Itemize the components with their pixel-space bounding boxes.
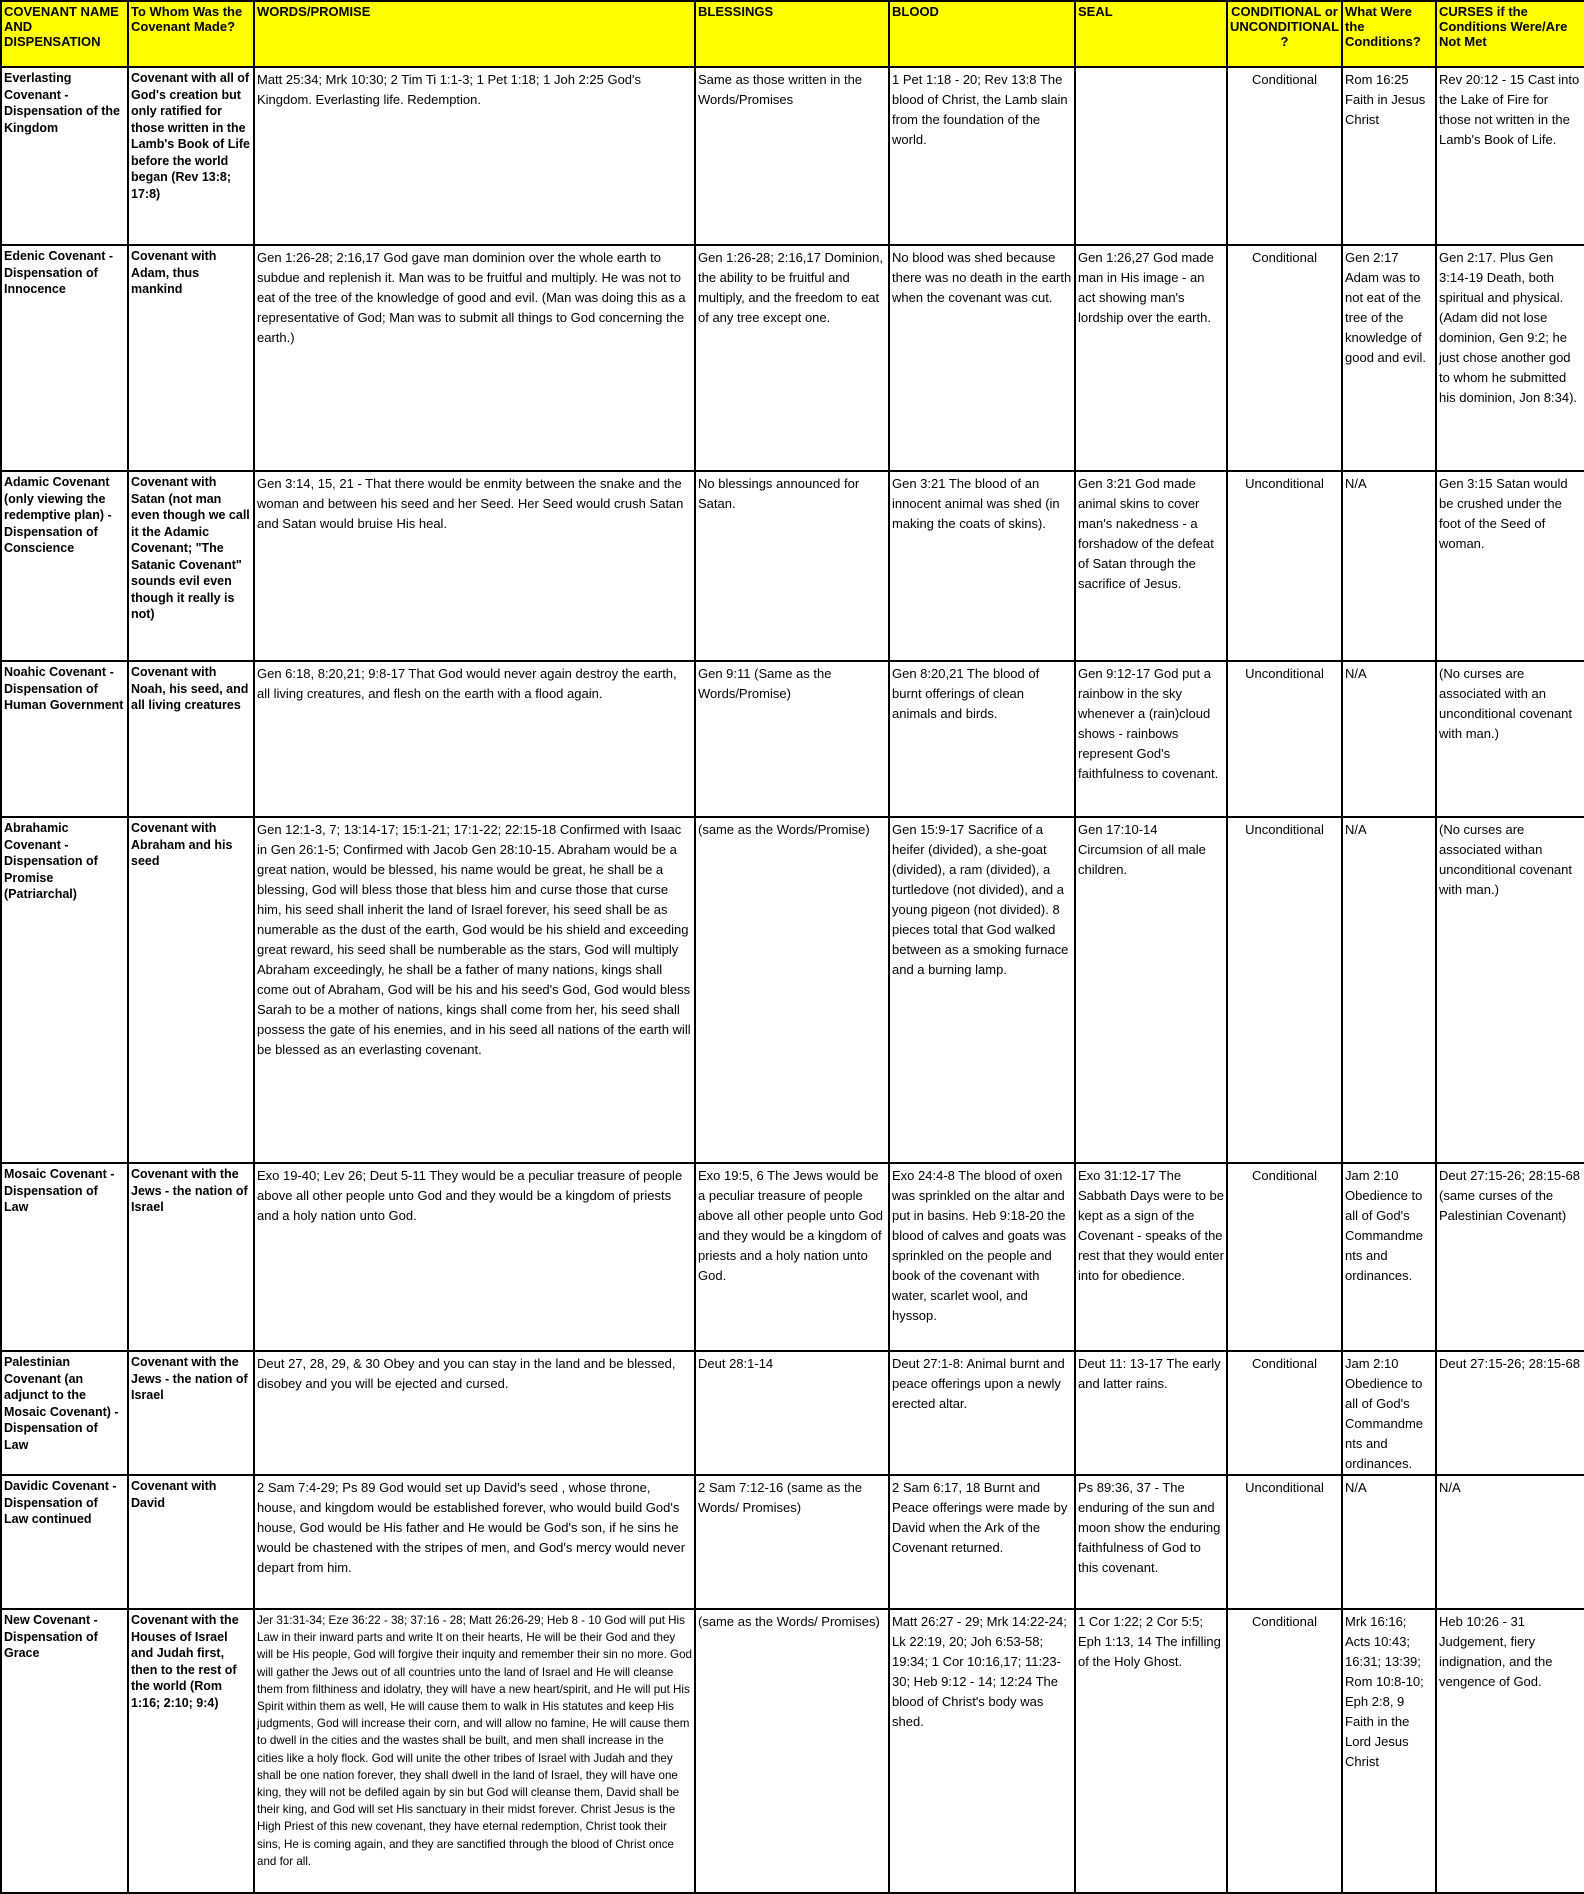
words-cell: Gen 1:26-28; 2:16,17 God gave man dominion over the whole earth to subdue and replenish it. Man was to be fruitful and multiply. He was not to eat of the tree of the knowledge of good and evil. (Man was doing this as a representative of God; Man was to submit all things to God concerning the earth.) bbox=[254, 245, 695, 471]
seal-cell: Gen 17:10-14 Circumsion of all male children. bbox=[1075, 817, 1227, 1163]
conditions-cell: N/A bbox=[1342, 661, 1436, 817]
to-whom-cell: Covenant with David bbox=[128, 1475, 254, 1609]
to-whom-cell: Covenant with all of God's creation but only ratified for those written in the Lamb's Book of Life before the world began (Rev 13:8; 17:8) bbox=[128, 67, 254, 245]
to-whom-cell: Covenant with Noah, his seed, and all living creatures bbox=[128, 661, 254, 817]
to-whom-cell: Covenant with Abraham and his seed bbox=[128, 817, 254, 1163]
conditions-cell: N/A bbox=[1342, 1475, 1436, 1609]
header-curses: CURSES if the Conditions Were/Are Not Met bbox=[1436, 1, 1584, 67]
to-whom-cell: Covenant with Adam, thus mankind bbox=[128, 245, 254, 471]
covenant-name-cell: Abrahamic Covenant - Dispensation of Promise (Patriarchal) bbox=[1, 817, 128, 1163]
curses-cell: (No curses are associated with an unconditional covenant with man.) bbox=[1436, 661, 1584, 817]
seal-cell: Gen 1:26,27 God made man in His image - an act showing man's lordship over the earth. bbox=[1075, 245, 1227, 471]
table-row-everlasting bbox=[1, 67, 1584, 245]
seal-cell bbox=[1075, 67, 1227, 245]
words-cell: Deut 27, 28, 29, & 30 Obey and you can stay in the land and be blessed, disobey and you will be ejected and cursed. bbox=[254, 1351, 695, 1475]
to-whom-cell: Covenant with the Houses of Israel and Judah first, then to the rest of the world (Rom 1:16; 2:10; 9:4) bbox=[128, 1609, 254, 1893]
header-seal: SEAL bbox=[1075, 1, 1227, 67]
blood-cell: Gen 15:9-17 Sacrifice of a heifer (divided), a she-goat (divided), a ram (divided), a turtledove (not divided), and a young pigeon (not divided). 8 pieces total that God walked between as a smoking furnace and a burning lamp. bbox=[889, 817, 1075, 1163]
table-row-abrahamic bbox=[1, 817, 1584, 1163]
conditional-cell: Conditional bbox=[1227, 1609, 1342, 1893]
curses-cell: N/A bbox=[1436, 1475, 1584, 1609]
table-row-mosaic bbox=[1, 1163, 1584, 1351]
header-covenant-name: COVENANT NAME AND DISPENSATION bbox=[1, 1, 128, 67]
table-row-davidic bbox=[1, 1475, 1584, 1609]
curses-cell: Rev 20:12 - 15 Cast into the Lake of Fire for those not written in the Lamb's Book of Life. bbox=[1436, 67, 1584, 245]
words-cell: Gen 12:1-3, 7; 13:14-17; 15:1-21; 17:1-22; 22:15-18 Confirmed with Isaac in Gen 26:1-5; Confirmed with Jacob Gen 28:10-15. Abraham would be a great nation, would be blessed, his name would be great, he shall be a blessing, God will bless those that bless him and curse those that curse him, his seed shall inherit the land of Israel forever, his seed shall be as numerable as the dust of the earth, God would be his shield and exceeding great reward, his seed shall be numberable as the stars, God will multiply Abraham exceedingly, he shall be a father of many nations, kings shall come out of Abraham, God will be his and his seed's God, God would bless Sarah to be a mother of nations, kings shall come from her, his seed shall possess the gate of his enemies, and in his seed all nations of the earth will be blessed as an everlasting covenant. bbox=[254, 817, 695, 1163]
blood-cell: 2 Sam 6:17, 18 Burnt and Peace offerings were made by David when the Ark of the Covenant returned. bbox=[889, 1475, 1075, 1609]
blessings-cell: (same as the Words/Promise) bbox=[695, 817, 889, 1163]
covenant-name-cell: Everlasting Covenant - Dispensation of the Kingdom bbox=[1, 67, 128, 245]
curses-cell: Gen 2:17. Plus Gen 3:14-19 Death, both spiritual and physical. (Adam did not lose dominion, Gen 9:2; he just chose another god to whom he submitted his dominion, Jon 8:34). bbox=[1436, 245, 1584, 471]
covenant-name-cell: Mosaic Covenant - Dispensation of Law bbox=[1, 1163, 128, 1351]
blood-cell: Deut 27:1-8: Animal burnt and peace offerings upon a newly erected altar. bbox=[889, 1351, 1075, 1475]
table-row-adamic bbox=[1, 471, 1584, 661]
curses-cell: (No curses are associated withan unconditional covenant with man.) bbox=[1436, 817, 1584, 1163]
conditions-cell: N/A bbox=[1342, 817, 1436, 1163]
seal-cell: Gen 9:12-17 God put a rainbow in the sky whenever a (rain)cloud shows - rainbows represent God's faithfulness to covenant. bbox=[1075, 661, 1227, 817]
table-row-edenic bbox=[1, 245, 1584, 471]
conditional-cell: Unconditional bbox=[1227, 1475, 1342, 1609]
conditional-cell: Unconditional bbox=[1227, 661, 1342, 817]
covenant-name-cell: Adamic Covenant (only viewing the redemptive plan) - Dispensation of Conscience bbox=[1, 471, 128, 661]
to-whom-cell: Covenant with Satan (not man even though we call it the Adamic Covenant; "The Satanic Covenant" sounds evil even though it really is not) bbox=[128, 471, 254, 661]
blessings-cell: Same as those written in the Words/Promises bbox=[695, 67, 889, 245]
seal-cell: Deut 11: 13-17 The early and latter rains. bbox=[1075, 1351, 1227, 1475]
covenant-name-cell: Davidic Covenant - Dispensation of Law continued bbox=[1, 1475, 128, 1609]
header-words-promise: WORDS/PROMISE bbox=[254, 1, 695, 67]
curses-cell: Gen 3:15 Satan would be crushed under the foot of the Seed of woman. bbox=[1436, 471, 1584, 661]
seal-cell: Ps 89:36, 37 - The enduring of the sun and moon show the enduring faithfulness of God to this covenant. bbox=[1075, 1475, 1227, 1609]
table-row-new bbox=[1, 1609, 1584, 1893]
curses-cell: Heb 10:26 - 31 Judgement, fiery indignation, and the vengence of God. bbox=[1436, 1609, 1584, 1893]
conditional-cell: Unconditional bbox=[1227, 471, 1342, 661]
blood-cell: Exo 24:4-8 The blood of oxen was sprinkled on the altar and put in basins. Heb 9:18-20 the blood of calves and goats was sprinkled on the people and book of the covenant with water, scarlet wool, and hyssop. bbox=[889, 1163, 1075, 1351]
blessings-cell: No blessings announced for Satan. bbox=[695, 471, 889, 661]
blood-cell: No blood was shed because there was no death in the earth when the covenant was cut. bbox=[889, 245, 1075, 471]
conditions-cell: Jam 2:10 Obedience to all of God's Commandme nts and ordinances. bbox=[1342, 1351, 1436, 1475]
conditional-cell: Unconditional bbox=[1227, 817, 1342, 1163]
header-conditional: CONDITIONAL or UNCONDITIONAL ? bbox=[1227, 1, 1342, 67]
conditions-cell: N/A bbox=[1342, 471, 1436, 661]
blessings-cell: 2 Sam 7:12-16 (same as the Words/ Promises) bbox=[695, 1475, 889, 1609]
conditional-cell: Conditional bbox=[1227, 1351, 1342, 1475]
conditional-cell: Conditional bbox=[1227, 245, 1342, 471]
seal-cell: Exo 31:12-17 The Sabbath Days were to be kept as a sign of the Covenant - speaks of the rest that they would enter into for obedience. bbox=[1075, 1163, 1227, 1351]
conditions-cell: Jam 2:10 Obedience to all of God's Commandme nts and ordinances. bbox=[1342, 1163, 1436, 1351]
conditions-cell: Gen 2:17 Adam was to not eat of the tree of the knowledge of good and evil. bbox=[1342, 245, 1436, 471]
words-cell: Gen 6:18, 8:20,21; 9:8-17 That God would never again destroy the earth, all living creatures, and flesh on the earth with a flood again. bbox=[254, 661, 695, 817]
conditional-cell: Conditional bbox=[1227, 67, 1342, 245]
blood-cell: 1 Pet 1:18 - 20; Rev 13:8 The blood of Christ, the Lamb slain from the foundation of the world. bbox=[889, 67, 1075, 245]
seal-cell: Gen 3:21 God made animal skins to cover man's nakedness - a forshadow of the defeat of Satan through the sacrifice of Jesus. bbox=[1075, 471, 1227, 661]
covenant-name-cell: New Covenant - Dispensation of Grace bbox=[1, 1609, 128, 1893]
to-whom-cell: Covenant with the Jews - the nation of Israel bbox=[128, 1163, 254, 1351]
covenant-name-cell: Palestinian Covenant (an adjunct to the Mosaic Covenant) - Dispensation of Law bbox=[1, 1351, 128, 1475]
header-row bbox=[1, 1, 1584, 67]
conditions-cell: Rom 16:25 Faith in Jesus Christ bbox=[1342, 67, 1436, 245]
table-row-noahic bbox=[1, 661, 1584, 817]
blood-cell: Gen 3:21 The blood of an innocent animal was shed (in making the coats of skins). bbox=[889, 471, 1075, 661]
table-row-palestinian bbox=[1, 1351, 1584, 1475]
blood-cell: Matt 26:27 - 29; Mrk 14:22-24; Lk 22:19, 20; Joh 6:53-58; 19:34; 1 Cor 10:16,17; 11:23-30; Heb 9:12 - 14; 12:24 The blood of Christ's body was shed. bbox=[889, 1609, 1075, 1893]
header-conditions: What Were the Conditions? bbox=[1342, 1, 1436, 67]
conditional-cell: Conditional bbox=[1227, 1163, 1342, 1351]
conditions-cell: Mrk 16:16; Acts 10:43; 16:31; 13:39; Rom 10:8-10; Eph 2:8, 9 Faith in the Lord Jesus Christ bbox=[1342, 1609, 1436, 1893]
covenant-name-cell: Edenic Covenant - Dispensation of Innocence bbox=[1, 245, 128, 471]
blood-cell: Gen 8:20,21 The blood of burnt offerings of clean animals and birds. bbox=[889, 661, 1075, 817]
blessings-cell: Gen 9:11 (Same as the Words/Promise) bbox=[695, 661, 889, 817]
blessings-cell: Exo 19:5, 6 The Jews would be a peculiar treasure of people above all other people unto God and they would be a kingdom of priests and a holy nation unto God. bbox=[695, 1163, 889, 1351]
words-cell: Exo 19-40; Lev 26; Deut 5-11 They would be a peculiar treasure of people above all other people unto God and they would be a kingdom of priests and a holy nation unto God. bbox=[254, 1163, 695, 1351]
blessings-cell: Gen 1:26-28; 2:16,17 Dominion, the ability to be fruitful and multiply, and the freedom to eat of any tree except one. bbox=[695, 245, 889, 471]
words-cell: 2 Sam 7:4-29; Ps 89 God would set up David's seed , whose throne, house, and kingdom would be established forever, who would build God's house, God would be His father and He would be God's son, if he sins he would be chastened with the stripes of men, and God's mercy would never depart from him. bbox=[254, 1475, 695, 1609]
header-blessings: BLESSINGS bbox=[695, 1, 889, 67]
header-blood: BLOOD bbox=[889, 1, 1075, 67]
words-cell: Gen 3:14, 15, 21 - That there would be enmity between the snake and the woman and between his seed and her Seed. Her Seed would crush Satan and Satan would bruise His heal. bbox=[254, 471, 695, 661]
covenant-name-cell: Noahic Covenant - Dispensation of Human Government bbox=[1, 661, 128, 817]
seal-cell: 1 Cor 1:22; 2 Cor 5:5; Eph 1:13, 14 The infilling of the Holy Ghost. bbox=[1075, 1609, 1227, 1893]
blessings-cell: Deut 28:1-14 bbox=[695, 1351, 889, 1475]
words-cell: Matt 25:34; Mrk 10:30; 2 Tim Ti 1:1-3; 1 Pet 1:18; 1 Joh 2:25 God's Kingdom. Everlasting life. Redemption. bbox=[254, 67, 695, 245]
header-to-whom: To Whom Was the Covenant Made? bbox=[128, 1, 254, 67]
blessings-cell: (same as the Words/ Promises) bbox=[695, 1609, 889, 1893]
curses-cell: Deut 27:15-26; 28:15-68 (same curses of the Palestinian Covenant) bbox=[1436, 1163, 1584, 1351]
words-cell: Jer 31:31-34; Eze 36:22 - 38; 37:16 - 28; Matt 26:26-29; Heb 8 - 10 God will put His Law in their inward parts and write It on their hearts, He will be their God and they will be His people, God will forgive their inquity and remember their sin no more. God will gather the Jews out of all countries unto the land of Israel and He will cleanse them from filthiness and idolatry, they will have a new heart/spirit, and He will put His Spirit within them as well, He will cause them to walk in His statutes and keep His judgments, God will increase their corn, and will allow no famine, He will cause them to dwell in the cities and the wastes shall be built, and men shall increase in the cities like a holy flock. God will unite the other tribes of Israel with Judah and they shall be one nation forever, they shall dwell in the land of Israel, they will have one king, they will not be defiled again by sin but God will cleanse them, David shall be their king, and God will set His sanctuary in their midst forever. Christ Jesus is the High Priest of this new covenant, they have eternal redemption, Christ took their sins, He is coming again, and they are sanctified through the blood of Christ once and for all. bbox=[254, 1609, 695, 1893]
curses-cell: Deut 27:15-26; 28:15-68 bbox=[1436, 1351, 1584, 1475]
to-whom-cell: Covenant with the Jews - the nation of Israel bbox=[128, 1351, 254, 1475]
